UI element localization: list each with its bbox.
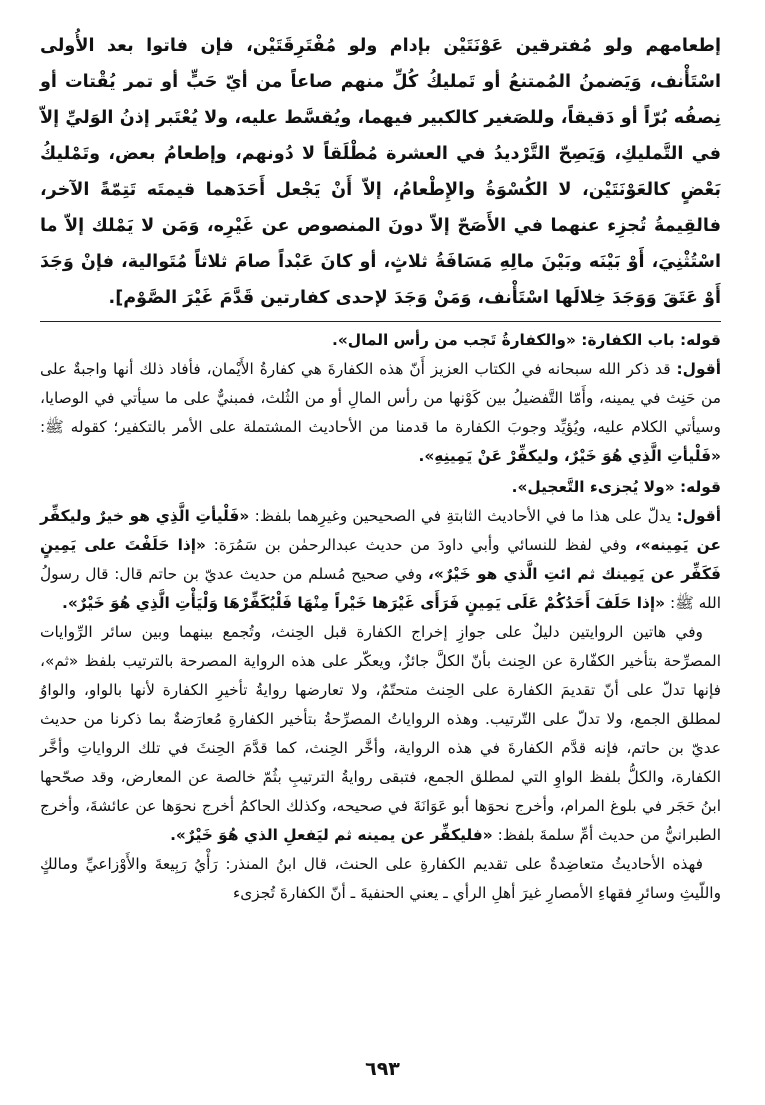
aqul-paragraph xyxy=(40,355,721,471)
aqul-text: يدلّ على هذا ما في الأحاديث الثابتةِ في الصحيحين وغيرِهما بلفظ: xyxy=(254,507,672,525)
qawl-text: «ولا يُجزىء التَّعجيل». xyxy=(511,478,675,496)
matn-text: إطعامهم ولو مُفترقين عَوْنَتَيْن بإدام ولو مُفْتَرِقَتَيْن، فإن فاتوا بعد الأُولى اسْتَأْنف، وَيَضمنُ المُمتنعُ أو تَمليكُ كُلِّ منهم صاعاً من أيّ حَبٍّ أو تمر يُقْتات أو نِصفُه بُرّاً أو دَقيقاً، وللصَغير كالكبير فيهما، ويُقسَّط عليه، ولا يُعْتَبر إذنُ الوَليِّ إلاّ في التَّمليكِ، وَيَصِحّ التَّرْديدُ في العشرة مُطْلَقاً لا دُونهم، وإطعامُ بعض، وتَمْليكُ بَعْضٍ كالعَوْنَتَيْن، لا الكُسْوَةُ والإِطْعامُ، إلاّ أَنْ يَجْعل أَحَدَهما قيمتَه تَتِمّةً الآخر، فالقِيمةُ تُجزِء عنهما في الأَصَحّ إلاّ دونَ المنصوص عن غَيْرِه، وَمَن لا يَمْلك إلاّ ما اسْتُثْنِيَ، أَوْ بَيْنَه وبَيْنَ مالِهِ مَسَافَةُ ثلاثٍ، أو كانَ عَبْداً صامَ ثلاثاً مُتَوالية، فإنْ وَجَدَ أَوْ عَتَقَ وَوَجَدَ خِلالَها اسْتَأْنف، وَمَنْ وَجَدَ لإحدى كفارتين قَدَّمَ غَيْرَ الصَّوْم]. xyxy=(40,36,721,308)
qawl-text: باب الكفارة: «والكفارةُ تَجب من رأس المال». xyxy=(331,331,675,349)
aqul-paragraph xyxy=(40,502,721,618)
page-body xyxy=(40,28,721,908)
page-number: ٦٩٣ xyxy=(365,1058,400,1080)
qawl-heading xyxy=(40,473,721,502)
aqul-text: وفي صحيح مُسلم من حديث عديّ بن حاتم قال: قال رسولُ الله ﷺ: xyxy=(40,565,721,612)
hadith-quote: «فليكفِّر عن يمينه ثم ليَفعلِ الذي هُوَ خَيْرٌ». xyxy=(170,826,493,844)
commentary-text: وفي هاتين الروايتين دليلٌ على جوازِ إخراج الكفارة قبل الحِنث، وتُجمع بينهما وبين سائر الرِّوايات المصرِّحة بتأخير الكفّارة عن الحِنث بأنّ الكلَّ جائزٌ، ويعكّر على هذه الرواية المصرحة بالترتيب بلفظ «ثم»، فإنها تدلّ على أنّ تقديمَ الكفارة على الحِنث متحتّمٌ، ولا تعارضها روايةُ تأخيرِ الكفارة لأنها بالواو، والواوُ لمطلق الجمع، ولا تدلّ على التّرتيب. وهذه الرواياتُ المصرِّحةُ بتأخير الكفارةِ مُعارَضةٌ بما ذكرنا من حديث عديّ بن حاتم، فإنه قدَّم الكفارةَ في هذه الرواية، وأخَّر الحِنث، كما قدَّمَ الحِنثَ في تلك الرواياتِ وأخَّر الكفارة، والكلُّ بلفظ الواوِ التي لمطلق الجمع، فتبقى روايةُ الترتيبِ بثُمّ خالصة عن المعارض، وقد صحّحها ابنُ حَجَر في بلوغ المرام، وأخرج نحوَها أبو عَوَانَةَ في صحيحه، وكذلك الحاكمُ أخرج نحوَها عن عائشةَ، وأخرج الطبرانيُّ من حديث أمِّ سلمةَ بلفظ: xyxy=(40,623,721,844)
section-no-hastening xyxy=(40,473,721,618)
hadith-quote: «فَلْيأتِ الَّذِي هُوَ خَيْرٌ، وليكفِّرْ عَنْ يَمِينِهِ». xyxy=(418,447,721,465)
hadith-quote: «إذا حَلَفَ أَحَدُكُمْ عَلَى يَمِينٍ فَرَأَى غَيْرَها خَيْراً مِنْهَا فَلْيُكَفِّرْهَا وَلْيَأْتِ الَّذِي هُوَ خَيْرٌ». xyxy=(61,594,666,612)
hadith-quote: «إذا حَلَفْتَ على يَمِينٍ فَكَفِّر عن يَمِينك ثم ائتِ الَّذي هو خَيْرٌ»، xyxy=(40,536,721,583)
aqul-text: وفي لفظ للنسائي وأبي داودَ من حديث عبدالرحمٰن بن سَمُرَة: xyxy=(213,536,628,554)
commentary-paragraph xyxy=(40,618,721,850)
qawl-heading xyxy=(40,326,721,355)
aqul-label: أقول: xyxy=(676,360,721,378)
commentary-text: فهذه الأحاديثُ متعاضِدةٌ على تقديم الكفارةِ على الحنث، قال ابنُ المنذر: رَأْيُ رَبِيعةَ والأَوْزاعيِّ ومالكٍ واللّيثِ وسائرِ فقهاءِ الأمصارِ غيرَ أهلِ الرأي ـ يعني الحنفيةَ ـ أنّ الكفارةَ تُجزىء xyxy=(40,855,721,902)
qawl-label: قوله: xyxy=(680,331,721,349)
hadith-quote: «فَلْيأتِ الَّذِي هو خيرٌ وليكفِّر عن يَمِينه»، xyxy=(40,507,721,554)
aqul-label: أقول: xyxy=(676,507,721,525)
section-expiation-capital xyxy=(40,326,721,471)
qawl-label: قوله: xyxy=(680,478,721,496)
section-divider xyxy=(40,321,721,322)
aqul-text: قد ذكر الله سبحانه في الكتاب العزيز أَنّ هذه الكفارةَ هي كفارةُ الأَيْمان، فأفاد ذلك أنها واجبةٌ على من حَنِث في يمينه، وأَمّا التَّفضيلُ بين كَوْنها من رأس المالِ أو من الثُلث، فمبنيٌّ على ما سيأتي في الوصايا، وسيأتي الكلام عليه، ويُؤيِّد وجوبَ الكفارة ما قدمنا من الأحاديث المشتملة على الأمر بالتكفير؛ كقوله ﷺ: xyxy=(40,360,721,436)
commentary-paragraph xyxy=(40,850,721,908)
